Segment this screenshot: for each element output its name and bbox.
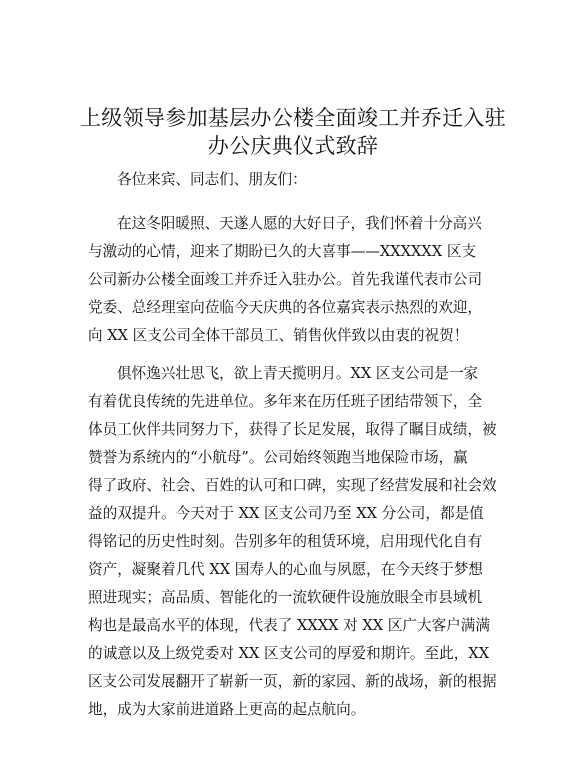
paragraph-line: 得了政府、社会、百姓的认可和口碑，实现了经营发展和社会效 (88, 477, 497, 494)
document-title (70, 104, 516, 160)
paragraph-line: 俱怀逸兴壮思飞，欲上青天揽明月。XX 区支公司是一家 (117, 365, 479, 382)
paragraph-line: 公司新办公楼全面竣工并乔迁入驻办公。首先我谨代表市公司 (88, 271, 483, 288)
paragraph-welcome (88, 210, 498, 350)
paragraph-history (88, 360, 498, 724)
paragraph-line: 在这冬阳暖照、天遂人愿的大好日子，我们怀着十分高兴 (117, 215, 482, 232)
title-line-1: 上级领导参加基层办公楼全面竣工并乔迁入驻 (80, 106, 506, 130)
paragraph-line: 赞誉为系统内的“小航母”。公司始终领跑当地保险市场，赢 (88, 449, 468, 466)
paragraph-line: 向 XX 区支公司全体干部员工、销售伙伴致以由衷的祝贺！ (88, 327, 469, 344)
paragraph-line: 照进现实；高品质、智能化的一流软硬件设施放眼全市县域机 (88, 589, 483, 606)
salutation-line: 各位来宾、同志们、朋友们： (117, 171, 307, 188)
paragraph-line: 的诚意以及上级党委对 XX 区支公司的厚爱和期许。至此，XX (88, 645, 490, 662)
paragraph-line: 与激动的心情，迎来了期盼已久的大喜事——XXXXXX 区支 (88, 243, 477, 260)
paragraph-line: 党委、总经理室向莅临今天庆典的各位嘉宾表示热烈的欢迎， (88, 299, 483, 316)
paragraph-line: 益的双提升。今天对于 XX 区支公司乃至 XX 分公司，都是值 (88, 505, 484, 522)
paragraph-line: 体员工伙伴共同努力下，获得了长足发展，取得了瞩目成绩，被 (88, 421, 497, 438)
paragraph-line: 构也是最高水平的体现，代表了 XXXX 对 XX 区广大客户满满 (88, 617, 490, 634)
paragraph-line: 有着优良传统的先进单位。多年来在历任班子团结带领下，全 (88, 393, 483, 410)
paragraph-line: 资产，凝聚着几代 XX 国寿人的心血与夙愿，在今天终于梦想 (88, 561, 483, 578)
paragraph-line: 得铭记的历史性时刻。告别多年的租赁环境，启用现代化自有 (88, 533, 483, 550)
paragraph-line: 地，成为大家前进道路上更高的起点航向。 (88, 701, 366, 718)
salutation (88, 166, 498, 194)
paragraph-line: 区支公司发展翻开了崭新一页，新的家园、新的战场，新的根据 (88, 673, 497, 690)
title-line-2: 办公庆典仪式致辞 (207, 134, 379, 158)
document-body (88, 166, 498, 724)
